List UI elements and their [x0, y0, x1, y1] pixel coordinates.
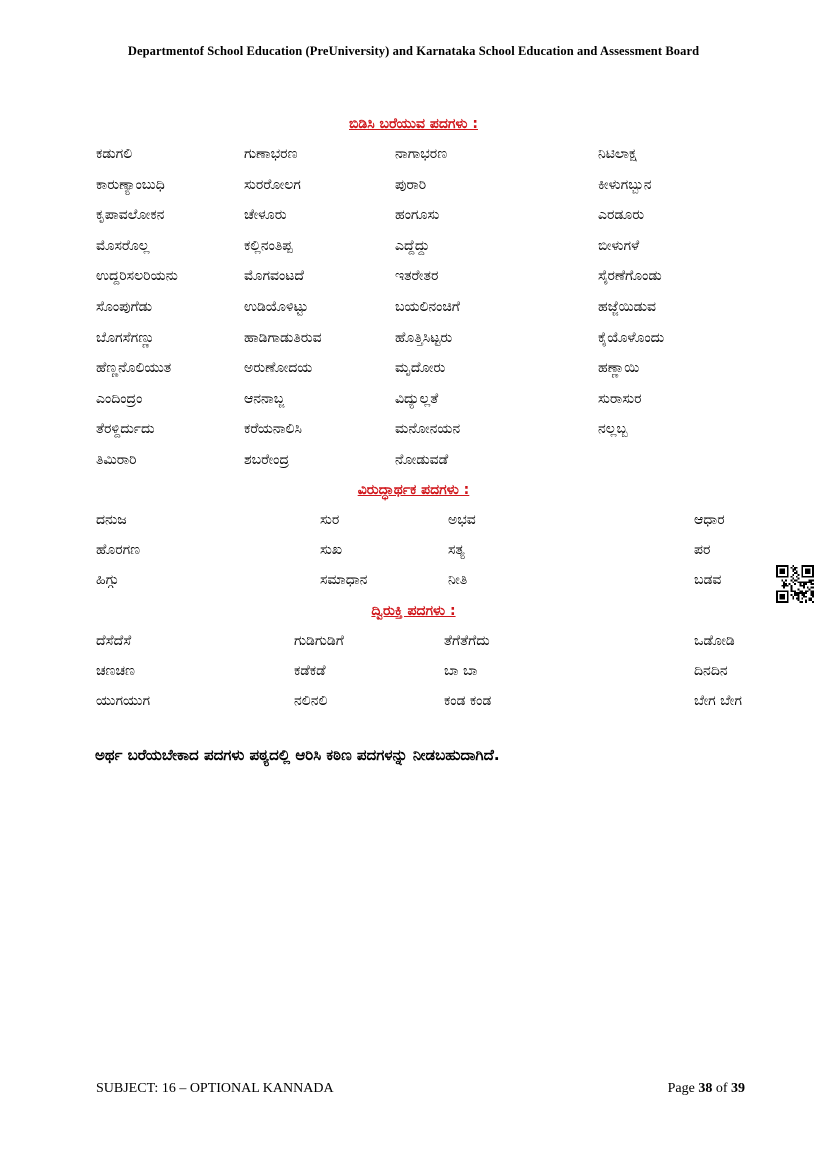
- word-cell: ಗುಣಾಭರಣ: [244, 146, 298, 162]
- table-row: [0, 177, 827, 199]
- word-cell: ಮೊಗವಂಟದೆ: [244, 268, 304, 285]
- table-row: [0, 330, 827, 352]
- antonyms-heading: ವಿರುದ್ಧಾರ್ಥಕ ಪದಗಳು :: [357, 482, 470, 498]
- word-cell: ನಾಗಾಭರಣ: [395, 146, 448, 162]
- word-cell: ಹಜ್ಜೆಯಿಡುವ: [598, 299, 657, 315]
- word-cell: ಪುರಾರಿ: [395, 176, 427, 193]
- word-cell: ಹೆಣ್ಣನೊಲಿಯುತ: [96, 360, 172, 377]
- word-cell: ನೀತಿ: [448, 572, 468, 588]
- word-cell: ಮೃದೋರು: [395, 360, 446, 377]
- note-text: ಅರ್ಥ ಬರೆಯಬೇಕಾದ ಪದಗಳು ಪಠ್ಯದಲ್ಲಿ ಆರಿಸಿ ಕಠಿಣ ಪದಗಳನ್ನು ನೀಡಬಹುದಾಗಿದೆ.: [95, 746, 500, 764]
- word-cell: ಬಾ ಬಾ: [444, 663, 478, 679]
- word-cell: ಹೊತ್ತಿಸಿಟ್ಟರು: [395, 329, 453, 346]
- word-cell: ಕರೆಯನಾಲಿಸಿ: [244, 421, 302, 438]
- word-cell: ಚೇಳೂರು: [244, 207, 287, 224]
- word-cell: ಕಂಡ ಕಂಡ: [444, 693, 492, 709]
- word-cell: ಚಣಚಣ: [96, 663, 135, 679]
- table-row: [0, 268, 827, 290]
- word-cell: ಎದ್ದೆದ್ದು: [395, 237, 430, 254]
- word-cell: ಸೊಂಪುಗೆಡು: [96, 299, 153, 315]
- word-cell: ಕಲ್ಲಿನಂತಿಪ್ಪ: [244, 237, 293, 254]
- table-row: [0, 299, 827, 321]
- word-cell: ಬಯಲಿನಂಚಿಗೆ: [395, 299, 460, 315]
- word-cell: ಹೊರಗಣ: [96, 542, 141, 558]
- table-row: [0, 146, 827, 168]
- word-cell: ಹಂಗೂಸು: [395, 207, 440, 224]
- page-current: 38: [698, 1081, 713, 1096]
- footer-page-number: [668, 1081, 745, 1097]
- word-cell: ಉಡಿಯೊಳಿಟ್ಟು: [244, 299, 309, 315]
- document-header: Departmentof School Education (PreUniversity) and Karnataka School Education and Assessment Board: [127, 44, 700, 58]
- qr-code-icon: [776, 565, 814, 603]
- word-cell: ತೆಗೆತೆಗೆದು: [444, 633, 490, 649]
- word-cell: ಮನೋನಯನ: [395, 421, 461, 438]
- word-cell: ಆನನಾಬ್ಜ: [244, 390, 285, 407]
- word-cell: ಹಿಗ್ಗು: [96, 572, 119, 588]
- word-cell: ನಿಟಿಲಾಕ್ಷ: [598, 146, 637, 162]
- table-row: [0, 391, 827, 413]
- word-cell: ಕಾರುಣ್ಯಾಂಬುಧಿ: [96, 176, 165, 193]
- word-cell: ನಲಿನಲಿ: [294, 693, 328, 709]
- word-cell: ಒಡೋಡಿ: [694, 633, 735, 649]
- table-row: [0, 512, 827, 534]
- word-cell: ಕಡುಗಲಿ: [96, 146, 133, 162]
- word-cell: ಸುರಾಸುರ: [598, 390, 642, 407]
- word-cell: ವಿದ್ಯುಲ್ಲತೆ: [395, 390, 439, 407]
- word-cell: ನೋಡುವಡೆ: [395, 452, 449, 468]
- page-of: of: [712, 1081, 731, 1096]
- word-cell: ಇತರೇತರ: [395, 268, 439, 285]
- word-cell: ಬೀಳುಗಳೆ: [598, 237, 640, 254]
- word-cell: ಪರ: [694, 542, 711, 558]
- word-cell: ಸುರ: [320, 512, 340, 528]
- footer-subject: SUBJECT: 16 – OPTIONAL KANNADA: [96, 1081, 334, 1096]
- word-cell: ಅಭವ: [448, 512, 476, 528]
- word-cell: ಬೇಗ ಬೇಗ: [694, 693, 742, 709]
- table-row: [0, 572, 827, 594]
- split-words-heading: ಬಿಡಿಸಿ ಬರೆಯುವ ಪದಗಳು :: [349, 116, 478, 132]
- word-cell: ಕಡೆಕಡೆ: [294, 663, 326, 679]
- word-cell: ದಿನದಿನ: [694, 663, 728, 679]
- word-cell: ಮೊಸರೊಲ್ಲ: [96, 237, 150, 254]
- table-row: [0, 693, 827, 715]
- word-cell: ಆಧಾರ: [694, 512, 725, 528]
- table-row: [0, 633, 827, 655]
- word-cell: ಕೃಪಾವಲೋಕನ: [96, 207, 165, 224]
- word-cell: ಎರಡೂರು: [598, 207, 645, 224]
- word-cell: ಸುರರೋಲಗ: [244, 176, 301, 193]
- word-cell: ದನುಜ: [96, 512, 127, 528]
- word-cell: ಹಾಡಿಗಾಡುತಿರುವ: [244, 329, 322, 346]
- word-cell: ಸೈರಣೆಗೊಂಡು: [598, 268, 662, 285]
- word-cell: ನಲ್ಲಬ್ಬ: [598, 421, 628, 438]
- page-prefix: Page: [667, 1081, 699, 1096]
- word-cell: ತೆರಳ್ದಿರ್ದುದು: [96, 421, 155, 438]
- word-cell: ಅರುಣೋದಯ: [244, 360, 313, 377]
- word-cell: ಸಮಾಧಾನ: [320, 572, 368, 588]
- word-cell: ಉದ್ದರಿಸಲರಿಯನು: [96, 268, 178, 285]
- word-cell: ಬಡವ: [694, 572, 722, 588]
- page-total: 39: [731, 1081, 745, 1096]
- word-cell: ಯುಗಯುಗ: [96, 693, 151, 709]
- word-cell: ಬೊಗಸೆಗಣ್ಣು: [96, 329, 155, 346]
- table-row: [0, 360, 827, 382]
- word-cell: ಸುಖ: [320, 542, 343, 558]
- table-row: [0, 207, 827, 229]
- word-cell: ದೆಸೆದೆಸೆ: [96, 633, 132, 649]
- reduplication-heading: ದ್ವಿರುಕ್ತಿ ಪದಗಳು :: [371, 603, 456, 619]
- table-row: [0, 542, 827, 564]
- word-cell: ಎಂದಿಂದ್ರಂ: [96, 390, 143, 407]
- table-row: [0, 421, 827, 443]
- word-cell: ಹಣ್ಣಾಯಿ: [598, 360, 640, 377]
- word-cell: ಕೀಳುಗಬ್ಬುನ: [598, 176, 652, 193]
- table-row: [0, 663, 827, 685]
- table-row: [0, 452, 827, 474]
- word-cell: ತಿಮಿರಾರಿ: [96, 452, 137, 468]
- word-cell: ಗುಡಿಗುಡಿಗೆ: [294, 633, 344, 649]
- word-cell: ಶಬರೇಂದ್ರ: [244, 452, 290, 468]
- table-row: [0, 238, 827, 260]
- word-cell: ಸತ್ಯ: [448, 542, 465, 558]
- word-cell: ಕೈಯೊಳೊಂದು: [598, 329, 665, 346]
